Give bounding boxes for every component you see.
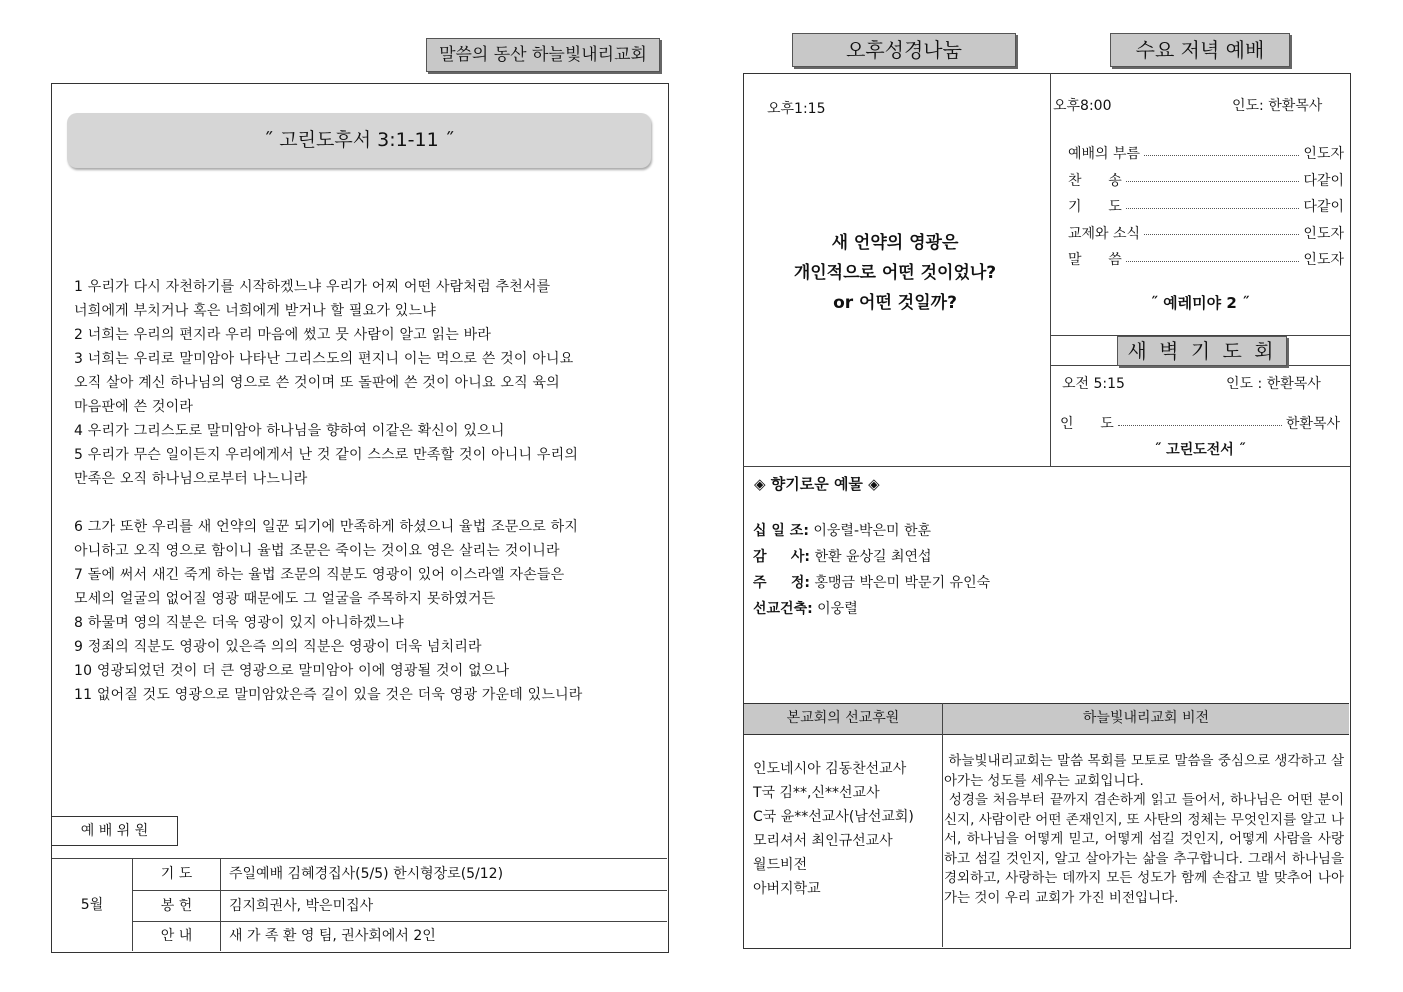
role-value: 주일예배 김혜경집사(5/5) 한시형장로(5/12) (229, 866, 504, 882)
dawn-leader: 인도 : 한환목사 (1226, 376, 1321, 392)
wednesday-tab: 수요 저녁 예배 (1110, 33, 1290, 67)
verse-line: 10 영광되었던 것이 더 큰 영광으로 말미암아 이에 영광될 것이 없으나 (74, 663, 510, 679)
mission-item: 모리셔서 최인규선교사 (753, 833, 893, 849)
mission-item: 인도네시아 김동찬선교사 (753, 761, 907, 777)
mission-item: 아버지학교 (753, 881, 821, 897)
order-who: 인도자 (1303, 146, 1344, 163)
order-item: 예배의 부름 (1068, 146, 1141, 163)
offering-row (753, 570, 990, 596)
vision-text: 하늘빛내리교회는 말씀 목회를 모토로 말씀을 중심으로 생각하고 살아가는 성도를 세우는 교회입니다. 성경을 처음부터 끝까지 겸손하게 읽고 들어서, 하나님은 어떤 분이신지, 사람이란 어떤 존재인지, 또 사탄의 정체는 무엇인지를 알고 나서, 하나님을 어떻게 믿고, 어떻게 섬길 것인지, 어떻게 사람을 사랑하고 섬길 것인지, 알고 살아가는 삶을 추구합니다. 그래서 하나님을 경외하고, 사랑하는 데까지 모든 성도가 함께 손잡고 발 맞추어 나아가는 것이 우리 교회가 가진 비전입니다. (944, 753, 1344, 906)
church-tag: 말씀의 동산 하늘빛내리교회 (426, 38, 660, 72)
verse-line: 2 너희는 우리의 편지라 우리 마음에 썼고 뭇 사람이 알고 읽는 바라 (74, 327, 492, 343)
role-value: 김지희권사, 박은미집사 (229, 898, 374, 914)
afternoon-topic-line: or 어떤 것일까? (833, 293, 957, 313)
dawn-scripture: ˝ 고린도전서 ˝ (1154, 442, 1246, 458)
wed-scripture: ˝ 예레미야 2 ˝ (1150, 294, 1250, 312)
verse-line: 9 정죄의 직분도 영광이 있은즉 의의 직분은 영광이 더욱 넘치리라 (74, 639, 482, 655)
order-who: 인도자 (1303, 225, 1344, 242)
order-item: 인 도 (1060, 416, 1114, 433)
verse-line: 오직 살아 계신 하나님의 영으로 쓴 것이며 또 돌판에 쓴 것이 아니요 오직 육의 (74, 375, 560, 391)
worship-order (1068, 140, 1344, 273)
order-row (1068, 140, 1344, 167)
offering-label: 주 정: (753, 575, 811, 591)
order-who: 인도자 (1303, 252, 1344, 269)
verse-line: 4 우리가 그리스도로 말미암아 하나님을 향하여 이같은 확신이 있으니 (74, 423, 505, 439)
order-row (1060, 410, 1340, 437)
offering-title: ◈ 향기로운 예물 ◈ (754, 475, 880, 493)
order-item: 찬 송 (1068, 172, 1122, 189)
verse-line: 7 돌에 써서 새긴 죽게 하는 율법 조문의 직분도 영광이 있어 이스라엘 자손들은 (74, 567, 565, 583)
role-value: 새 가 족 환 영 팀, 권사회에서 2인 (229, 928, 436, 944)
mission-list (753, 757, 914, 901)
offering-row (753, 544, 990, 570)
verse-line: 11 없어질 것도 영광으로 말미암았은즉 길이 있을 것은 더욱 영광 가운데 있느니라 (74, 687, 583, 703)
verse-line: 마음판에 쓴 것이라 (74, 399, 194, 415)
offering-names: 이웅렬-박은미 한훈 (808, 523, 932, 539)
order-item: 기 도 (1068, 199, 1122, 216)
afternoon-tab: 오후성경나눔 (792, 33, 1016, 67)
verse-line: 모세의 얼굴의 없어질 영광 때문에도 그 얼굴을 주목하지 못하였거든 (74, 591, 496, 607)
role-name: 기 도 (160, 866, 193, 882)
month-label: 5월 (80, 897, 104, 913)
wed-leader: 인도: 한환목사 (1232, 98, 1323, 114)
afternoon-topic-line: 개인적으로 어떤 것이었나? (793, 263, 997, 283)
order-row (1068, 167, 1344, 194)
wed-time: 오후8:00 (1053, 98, 1112, 114)
vision-header: 하늘빛내리교회 비전 (1082, 710, 1210, 726)
offering-label: 감 사: (753, 549, 811, 565)
offering-list (753, 518, 990, 622)
order-row (1068, 193, 1344, 220)
committee-label: 예 배 위 원 (52, 816, 178, 846)
verse-line: 3 너희는 우리로 말미암아 나타난 그리스도의 편지니 이는 먹으로 쓴 것이 아니요 (74, 351, 574, 367)
verse-line: 너희에게 부치거나 혹은 너희에게 받거나 할 필요가 있느냐 (74, 303, 436, 319)
afternoon-time: 오후1:15 (767, 101, 826, 117)
role-name: 안 내 (160, 928, 193, 944)
scripture-title: ˝ 고린도후서 3:1-11 ˝ (263, 129, 455, 151)
offering-names: 이웅렬 (812, 601, 858, 617)
scripture-title-banner (67, 113, 651, 168)
dawn-tab: 새 벽 기 도 회 (1117, 336, 1287, 366)
order-row (1068, 220, 1344, 247)
verse-line: 6 그가 또한 우리를 새 언약의 일꾼 되기에 만족하게 하셨으니 율법 조문으로 하지 (74, 519, 579, 535)
verse-line: 8 하물며 영의 직분은 더욱 영광이 있지 아니하겠느냐 (74, 615, 404, 631)
offering-names: 한환 윤상길 최연섭 (810, 549, 932, 565)
order-row (1068, 246, 1344, 273)
verse-line: 만족은 오직 하나님으로부터 나느니라 (74, 471, 308, 487)
afternoon-topic (750, 228, 1040, 318)
verse-line (74, 491, 664, 515)
verse-line: 아니하고 오직 영으로 함이니 율법 조문은 죽이는 것이요 영은 살리는 것이니라 (74, 543, 560, 559)
mission-item: T국 김**,신**선교사 (753, 785, 880, 801)
order-who: 다같이 (1303, 172, 1344, 189)
offering-names: 홍맹금 박은미 박문기 유인숙 (810, 575, 991, 591)
mission-item: 월드비전 (753, 857, 808, 873)
scripture-verses (74, 275, 664, 707)
order-who: 한환목사 (1285, 416, 1340, 433)
afternoon-topic-line: 새 언약의 영광은 (831, 233, 959, 253)
order-who: 다같이 (1303, 199, 1344, 216)
offering-label: 십 일 조: (753, 523, 809, 539)
order-item: 말 씀 (1068, 252, 1122, 269)
dawn-time: 오전 5:15 (1062, 376, 1125, 392)
role-name: 봉 헌 (160, 898, 193, 914)
mission-item: C국 윤**선교사(남선교회) (753, 809, 914, 825)
mission-header: 본교회의 선교후원 (786, 710, 900, 726)
verse-line: 5 우리가 무슨 일이든지 우리에게서 난 것 같이 스스로 만족할 것이 아니니 우리의 (74, 447, 579, 463)
verse-line: 1 우리가 다시 자천하기를 시작하겠느냐 우리가 어찌 어떤 사람처럼 추천서를 (74, 279, 551, 295)
dawn-lead-row (1060, 410, 1340, 437)
offering-row (753, 518, 990, 544)
offering-row (753, 596, 990, 622)
offering-label: 선교건축: (753, 601, 813, 617)
order-item: 교제와 소식 (1068, 225, 1141, 242)
